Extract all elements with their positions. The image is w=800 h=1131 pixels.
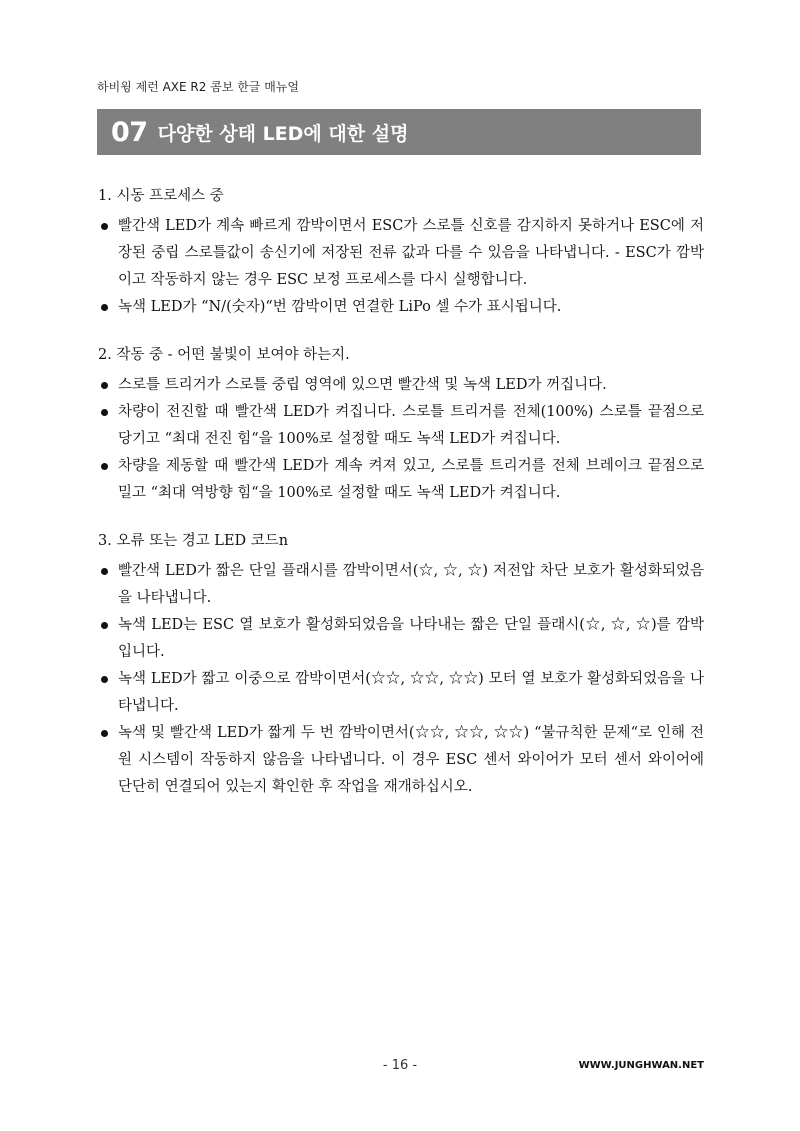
list-item-text: 녹색 LED는 ESC 열 보호가 활성화되었음을 나타내는 짧은 단일 플래시(☆, ☆, ☆)를 깜박입니다. (118, 617, 704, 660)
bullet-icon (101, 409, 108, 416)
chapter-number: 07 (111, 116, 148, 148)
list-item-text: 빨간색 LED가 짧은 단일 플래시를 깜박이면서(☆, ☆, ☆) 저전압 차단 보호가 활성화되었음을 나타냅니다. (118, 563, 704, 606)
list-item-text: 빨간색 LED가 계속 빠르게 깜박이면서 ESC가 스로틀 신호를 감지하지 못하거나 ESC에 저장된 중립 스로틀값이 송신기에 저장된 전류 값과 다를 수 있음을 나타냅니다. - ESC가 깜박이고 작동하지 않는 경우 ESC 보정 프로세스를 다시 실행합니다. (118, 218, 704, 288)
section-heading: 3. 오류 또는 경고 LED 코드n (98, 533, 289, 549)
list-item (98, 720, 704, 801)
list-item-text: 스로틀 트리거가 스로틀 중립 영역에 있으면 빨간색 및 녹색 LED가 꺼집니다. (118, 377, 607, 393)
section-startup (98, 184, 704, 321)
bullet-icon (101, 223, 108, 230)
list-item (98, 453, 704, 507)
list-item (98, 399, 704, 453)
list-item (98, 372, 704, 399)
chapter-title: 다양한 상태 LED에 대한 설명 (157, 122, 409, 145)
chapter-banner (97, 109, 701, 155)
bullet-icon (101, 568, 108, 575)
list-item-text: 녹색 LED가 “N/(숫자)“번 깜박이면 연결한 LiPo 셀 수가 표시됩니다. (118, 299, 562, 315)
bullet-icon (101, 382, 108, 389)
list-item-text: 녹색 LED가 짧고 이중으로 깜박이면서(☆☆, ☆☆, ☆☆) 모터 열 보호가 활성화되었음을 나타냅니다. (118, 671, 704, 714)
bullet-list (98, 558, 704, 801)
list-item (98, 294, 704, 321)
list-item (98, 666, 704, 720)
list-item-text: 차량을 제동할 때 빨간색 LED가 계속 켜져 있고, 스로틀 트리거를 전체 브레이크 끝점으로 밀고 “최대 역방향 힘“을 100%로 설정할 때도 녹색 LED가 켜집니다. (118, 458, 704, 501)
section-error-codes (98, 529, 704, 801)
bullet-icon (101, 676, 108, 683)
list-item (98, 213, 704, 294)
running-header: 하비윙 제런 AXE R2 콤보 한글 매뉴얼 (97, 80, 299, 94)
section-heading: 1. 시동 프로세스 중 (98, 188, 224, 204)
page-number: - 16 - (382, 1058, 418, 1073)
bullet-icon (101, 463, 108, 470)
list-item-text: 녹색 및 빨간색 LED가 짧게 두 번 깜박이면서(☆☆, ☆☆, ☆☆) “불규칙한 문제“로 인해 전원 시스템이 작동하지 않음을 나타냅니다. 이 경우 ESC 센서 와이어가 모터 센서 와이어에 단단히 연결되어 있는지 확인한 후 작업을 재개하십시오. (118, 725, 704, 795)
section-heading: 2. 작동 중 - 어떤 불빛이 보여야 하는지. (98, 347, 350, 363)
document-body (98, 184, 704, 823)
section-operation (98, 343, 704, 507)
bullet-list (98, 213, 704, 321)
footer-website: WWW.JUNGHWAN.NET (578, 1060, 704, 1071)
list-item (98, 558, 704, 612)
bullet-icon (101, 730, 108, 737)
list-item-text: 차량이 전진할 때 빨간색 LED가 켜집니다. 스로틀 트리거를 전체(100%) 스로틀 끝점으로 당기고 “최대 전진 힘“을 100%로 설정할 때도 녹색 LED가 켜집니다. (118, 404, 704, 447)
list-item (98, 612, 704, 666)
bullet-icon (101, 304, 108, 311)
bullet-list (98, 372, 704, 507)
bullet-icon (101, 622, 108, 629)
